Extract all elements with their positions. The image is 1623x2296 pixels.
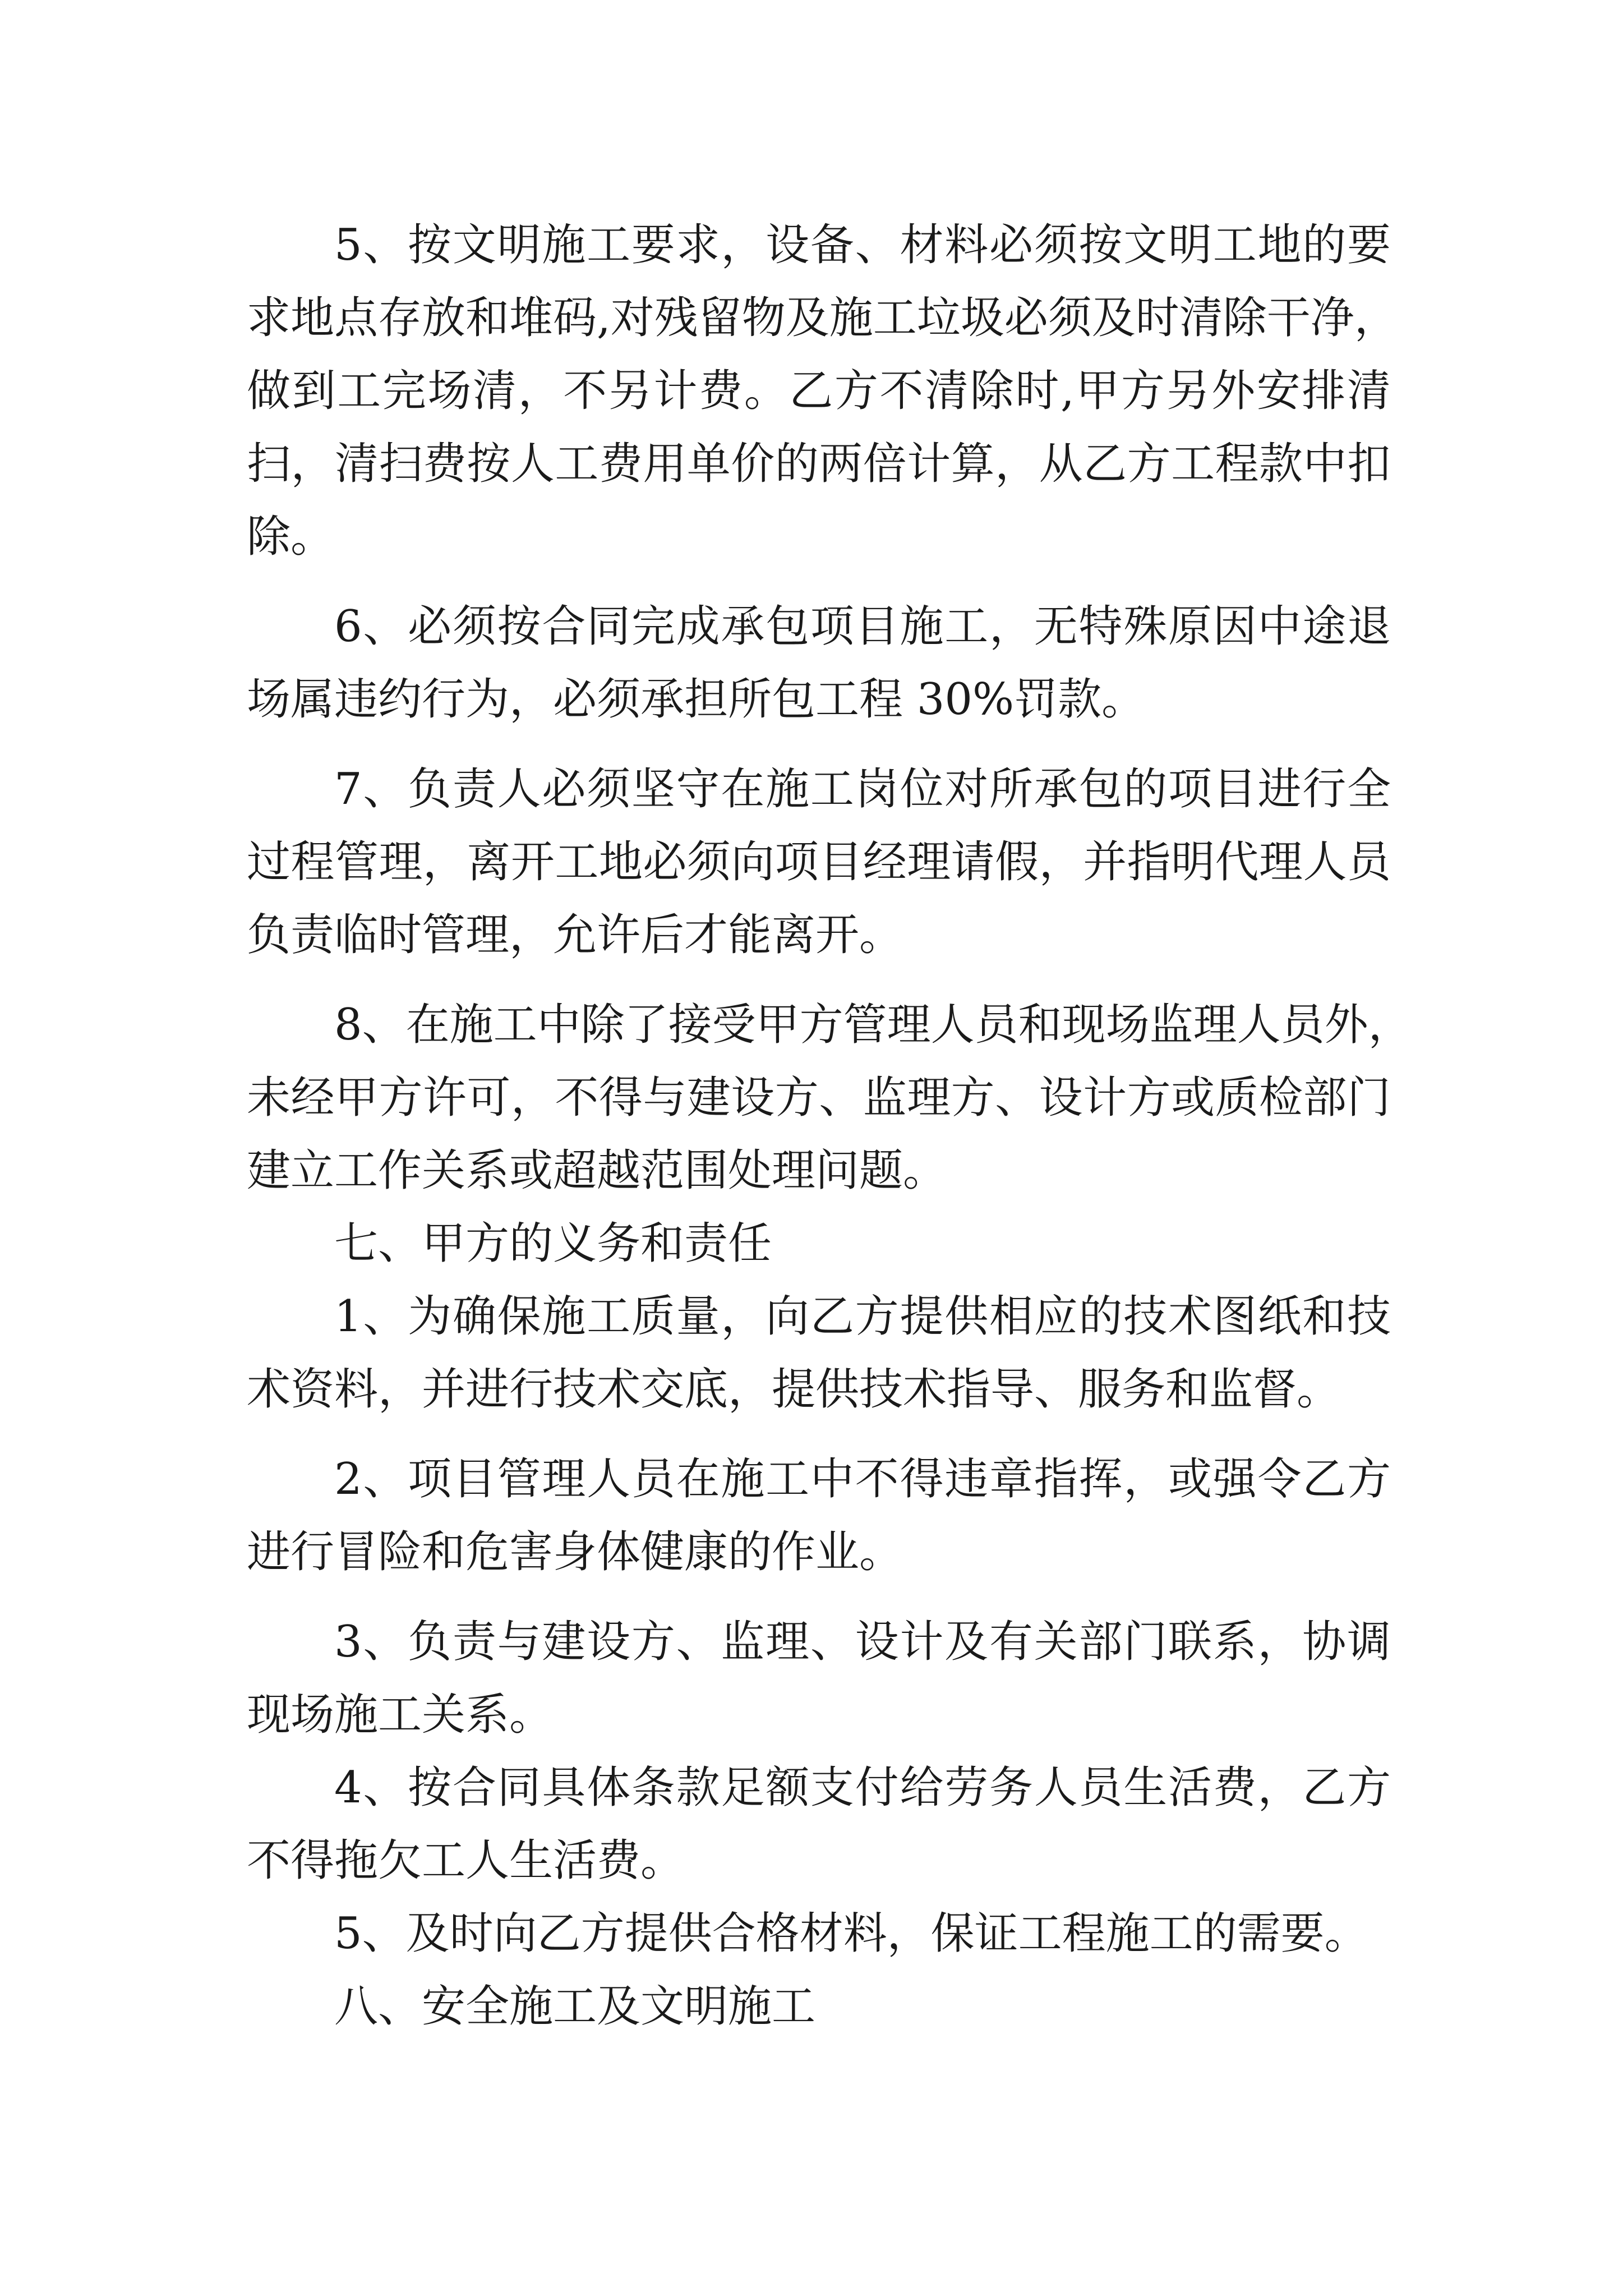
text-line: 过程管理，离开工地必须向项目经理请假，并指明代理人员 xyxy=(247,837,1391,887)
text-line: 7、负责人必须坚守在施工岗位对所承包的项目进行全 xyxy=(334,764,1391,815)
text-line: 未经甲方许可，不得与建设方、监理方、设计方或质检部门 xyxy=(247,1073,1391,1123)
text-line: 求地点存放和堆码,对残留物及施工垃圾必须及时清除干净， xyxy=(247,293,1398,343)
text-line: 建立工作关系或超越范围处理问题。 xyxy=(247,1145,947,1196)
text-line: 6、必须按合同完成承包项目施工，无特殊原因中途退 xyxy=(334,601,1391,652)
text-line: 术资料，并进行技术交底，提供技术指导、服务和监督。 xyxy=(247,1364,1341,1415)
text-line: 不得拖欠工人生活费。 xyxy=(247,1835,685,1886)
text-line: 3、负责与建设方、监理、设计及有关部门联系，协调 xyxy=(334,1617,1391,1667)
section-heading: 八、安全施工及文明施工 xyxy=(334,1981,816,2032)
text-line: 进行冒险和危害身体健康的作业。 xyxy=(247,1527,903,1577)
text-line: 2、项目管理人员在施工中不得违章指挥，或强令乙方 xyxy=(334,1454,1391,1504)
text-line: 负责临时管理，允许后才能离开。 xyxy=(247,910,903,960)
section-heading: 七、甲方的义务和责任 xyxy=(334,1218,772,1269)
text-line: 5、按文明施工要求，设备、材料必须按文明工地的要 xyxy=(334,220,1391,270)
text-line: 5、及时向乙方提供合格材料，保证工程施工的需要。 xyxy=(334,1908,1368,1959)
text-line: 场属违约行为，必须承担所包工程 30%罚款。 xyxy=(247,674,1146,725)
text-line: 做到工完场清，不另计费。乙方不清除时,甲方另外安排清 xyxy=(247,366,1391,416)
text-line: 现场施工关系。 xyxy=(247,1690,554,1740)
text-line: 4、按合同具体条款足额支付给劳务人员生活费，乙方 xyxy=(334,1763,1391,1813)
text-line: 8、在施工中除了接受甲方管理人员和现场监理人员外， xyxy=(334,1000,1412,1050)
text-line: 除。 xyxy=(247,512,335,562)
text-line: 扫，清扫费按人工费用单价的两倍计算，从乙方工程款中扣 xyxy=(247,439,1391,489)
text-line: 1、为确保施工质量，向乙方提供相应的技术图纸和技 xyxy=(334,1291,1391,1342)
